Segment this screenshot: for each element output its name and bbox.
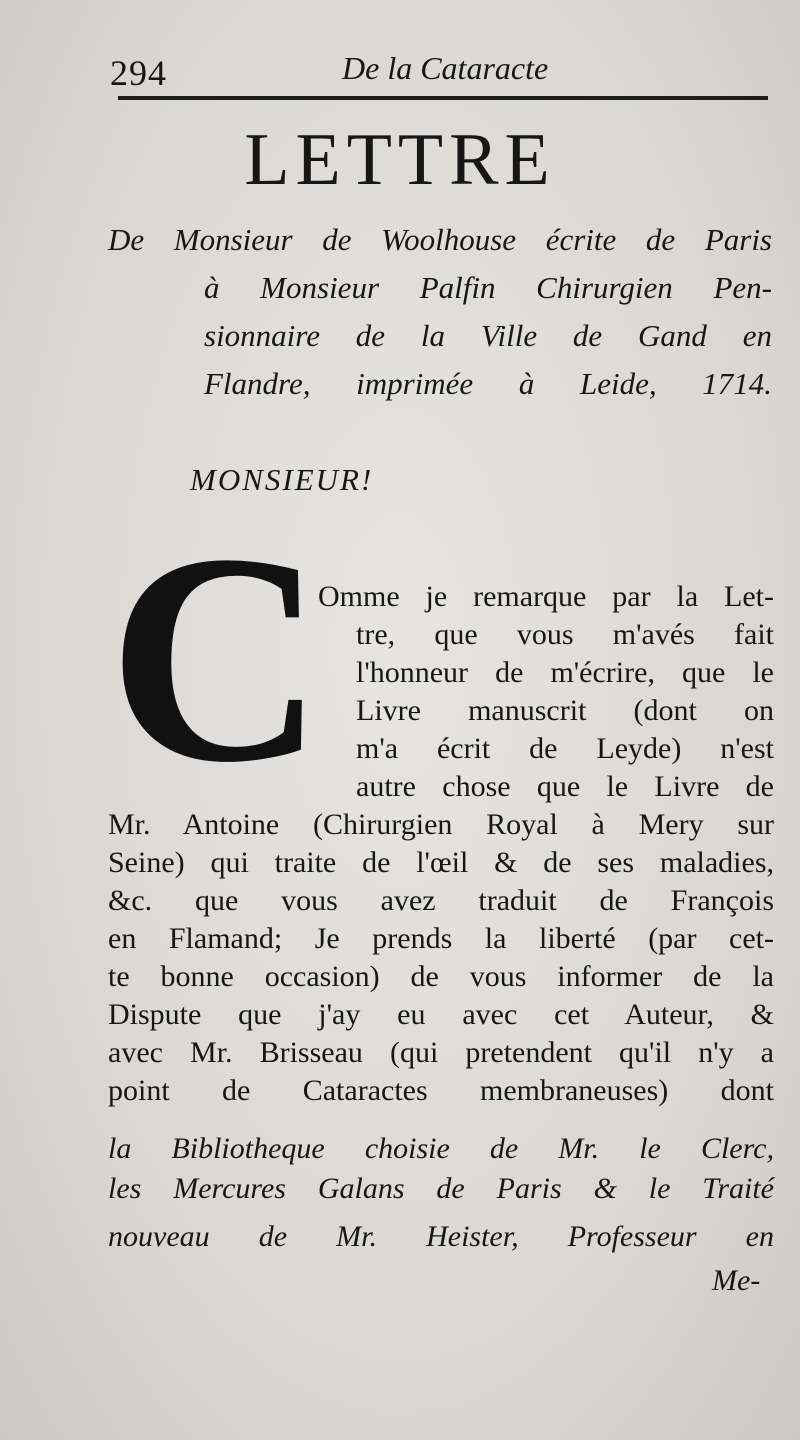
page-number: 294 <box>110 53 167 93</box>
body-line: Seine) qui traite de l'œil & de ses maladies, <box>108 846 774 879</box>
body-line: l'honneur de m'écrire, que le <box>356 656 774 689</box>
body-line: autre chose que le Livre de <box>356 770 774 803</box>
letter-title: LETTRE <box>244 119 556 201</box>
body-line: m'a écrit de Leyde) n'est <box>356 732 774 765</box>
body-line: tre, que vous m'avés fait <box>356 618 774 651</box>
body-line: Livre manuscrit (dont on <box>356 694 774 727</box>
letter-subtitle <box>108 216 772 408</box>
body-line: &c. que vous avez traduit de François <box>108 884 774 917</box>
body-line: la Bibliotheque choisie de Mr. le Clerc, <box>108 1132 774 1165</box>
body-line: point de Cataractes membraneuses) dont <box>108 1074 774 1107</box>
body-line: avec Mr. Brisseau (qui pretendent qu'il n'y a <box>108 1036 774 1069</box>
catchword: Me- <box>712 1264 761 1297</box>
body-line: nouveau de Mr. Heister, Professeur en <box>108 1220 774 1253</box>
salutation: MONSIEUR! <box>190 462 374 497</box>
running-title: De la Cataracte <box>342 50 549 86</box>
header-rule <box>118 96 768 100</box>
subtitle-line: sionnaire de la Ville de Gand en <box>204 318 772 353</box>
running-head <box>110 44 770 96</box>
body-line: te bonne occasion) de vous informer de la <box>108 960 774 993</box>
body-line: les Mercures Galans de Paris & le Traité <box>108 1172 774 1205</box>
body-line: Dispute que j'ay eu avec cet Auteur, & <box>108 998 774 1031</box>
subtitle-line: De Monsieur de Woolhouse écrite de Paris <box>108 222 772 257</box>
body-line: Mr. Antoine (Chirurgien Royal à Mery sur <box>108 808 774 841</box>
subtitle-line: Flandre, imprimée à Leide, 1714. <box>204 366 772 401</box>
drop-cap: C <box>108 492 325 824</box>
subtitle-line: à Monsieur Palfin Chirurgien Pen- <box>204 270 772 305</box>
body-line: en Flamand; Je prends la liberté (par cet- <box>108 922 774 955</box>
body-line: Omme je remarque par la Let- <box>318 580 774 613</box>
